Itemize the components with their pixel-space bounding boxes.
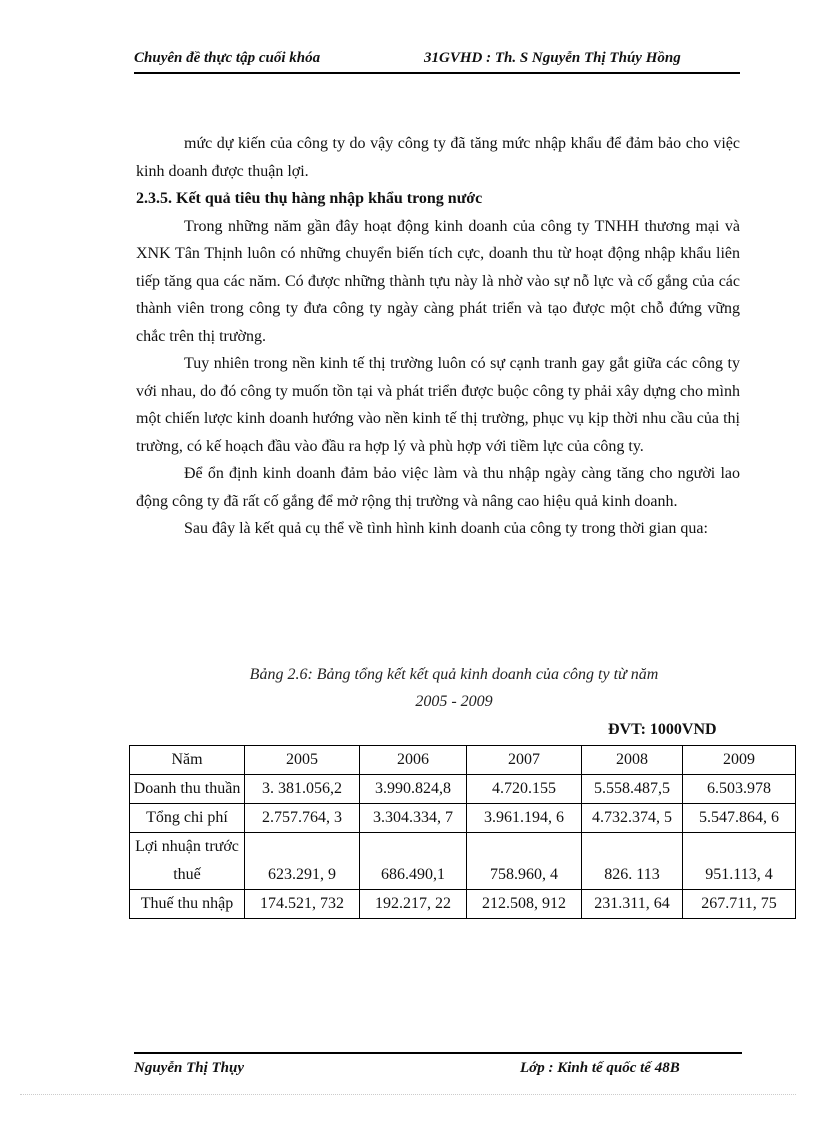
table-cell: 686.490,1 bbox=[360, 833, 467, 890]
table-cell: 192.217, 22 bbox=[360, 890, 467, 919]
table-cell: 3.304.334, 7 bbox=[360, 804, 467, 833]
paragraph-3: Để ổn định kinh doanh đảm bảo việc làm và thu nhập ngày càng tăng cho người lao động công ty đã rất cố gắng để mở rộng thị trường và nâng cao hiệu quả kinh doanh. bbox=[136, 465, 740, 510]
paragraph-continuation: mức dự kiến của công ty do vậy công ty đã tăng mức nhập khẩu để đảm bảo cho việc kinh doanh được thuận lợi. bbox=[136, 135, 740, 180]
section-heading: 2.3.5. Kết quả tiêu thụ hàng nhập khẩu trong nước bbox=[136, 190, 483, 207]
table-cell: 4.732.374, 5 bbox=[582, 804, 683, 833]
table-cell: 4.720.155 bbox=[467, 775, 582, 804]
business-results-table bbox=[129, 745, 796, 919]
table-row bbox=[130, 890, 796, 919]
paragraph-4: Sau đây là kết quả cụ thể về tình hình kinh doanh của công ty trong thời gian qua: bbox=[184, 520, 708, 537]
table-cell: 3.961.194, 6 bbox=[467, 804, 582, 833]
unit-label: ĐVT: 1000VND bbox=[608, 721, 717, 738]
table-cell: 231.311, 64 bbox=[582, 890, 683, 919]
table-header-row bbox=[130, 746, 796, 775]
table-cell: 623.291, 9 bbox=[245, 833, 360, 890]
table-row bbox=[130, 804, 796, 833]
footer-author: Nguyễn Thị Thụy bbox=[134, 1060, 245, 1076]
table-cell: 5.547.864, 6 bbox=[683, 804, 796, 833]
table-cell: 212.508, 912 bbox=[467, 890, 582, 919]
header-cell: Năm bbox=[130, 746, 245, 775]
table-cell: 3. 381.056,2 bbox=[245, 775, 360, 804]
table-cell: 951.113, 4 bbox=[683, 833, 796, 890]
header-cell: 2005 bbox=[245, 746, 360, 775]
table-cell: 2.757.764, 3 bbox=[245, 804, 360, 833]
header-cell: 2006 bbox=[360, 746, 467, 775]
table-cell: 826. 113 bbox=[582, 833, 683, 890]
page-header bbox=[134, 46, 740, 74]
row-label: Doanh thu thuần bbox=[130, 775, 245, 804]
paragraph-2: Tuy nhiên trong nền kinh tế thị trường luôn có sự cạnh tranh gay gắt giữa các công ty với nhau, do đó công ty muốn tồn tại và phát triển được buộc công ty phải xây dựng cho mình một chiến lược kinh doanh hướng vào nền kinh tế thị trường, phục vụ kịp thời nhu cầu của thị trường, có kế hoạch đầu vào đầu ra hợp lý và phù hợp với tiềm lực của công ty. bbox=[136, 355, 740, 455]
table-cell: 758.960, 4 bbox=[467, 833, 582, 890]
header-cell: 2007 bbox=[467, 746, 582, 775]
footer-class: Lớp : Kinh tế quốc tế 48B bbox=[520, 1060, 680, 1076]
row-label: Tổng chi phí bbox=[130, 804, 245, 833]
header-cell: 2008 bbox=[582, 746, 683, 775]
table-cell: 267.711, 75 bbox=[683, 890, 796, 919]
table-caption bbox=[136, 661, 772, 715]
table-row bbox=[130, 775, 796, 804]
table-cell: 3.990.824,8 bbox=[360, 775, 467, 804]
row-label: Lợi nhuận trước thuế bbox=[130, 833, 245, 890]
header-advisor: 31GVHD : Th. S Nguyễn Thị Thúy Hồng bbox=[424, 50, 681, 66]
main-content bbox=[136, 130, 740, 543]
header-cell: 2009 bbox=[683, 746, 796, 775]
header-title: Chuyên đề thực tập cuối khóa bbox=[134, 50, 321, 66]
table-cell: 6.503.978 bbox=[683, 775, 796, 804]
page-footer bbox=[134, 1052, 742, 1076]
table-row bbox=[130, 833, 796, 890]
table-cell: 174.521, 732 bbox=[245, 890, 360, 919]
paragraph-1: Trong những năm gần đây hoạt động kinh doanh của công ty TNHH thương mại và XNK Tân Thịnh luôn có những chuyển biến tích cực, doanh thu từ hoạt động nhập khẩu liên tiếp tăng qua các năm. Có được những thành tựu này là nhờ vào sự nỗ lực và cố gắng của các thành viên trong công ty đưa công ty ngày càng phát triển và tạo được một chỗ đứng vững chắc trên thị trường. bbox=[136, 217, 740, 345]
table-cell: 5.558.487,5 bbox=[582, 775, 683, 804]
caption-line-2: 2005 - 2009 bbox=[415, 693, 493, 710]
row-label: Thuế thu nhập bbox=[130, 890, 245, 919]
caption-line-1: Bảng 2.6: Bảng tổng kết kết quả kinh doanh của công ty từ năm bbox=[249, 666, 659, 683]
page-edge-divider bbox=[20, 1094, 796, 1095]
